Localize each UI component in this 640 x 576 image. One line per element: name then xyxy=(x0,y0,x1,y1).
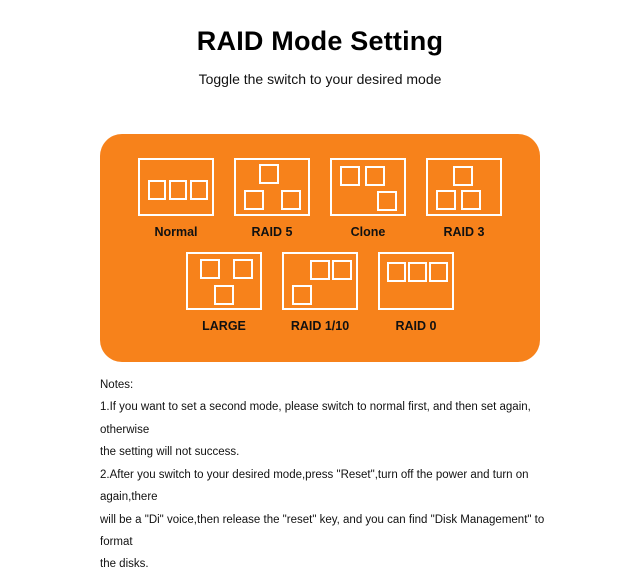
mode-row-top xyxy=(100,158,540,239)
notes-line: the disks. xyxy=(100,558,149,571)
disk-block xyxy=(214,285,234,305)
raid3-mode-icon xyxy=(426,158,502,216)
notes-heading: Notes: xyxy=(100,379,134,391)
disk-block xyxy=(148,180,166,200)
disk-block xyxy=(190,180,208,200)
disk-block xyxy=(332,260,352,280)
mode-option[interactable] xyxy=(224,158,320,239)
mode-option[interactable] xyxy=(416,158,512,239)
disk-block xyxy=(461,190,481,210)
raid-mode-setting-page xyxy=(0,26,640,571)
mode-label: RAID 0 xyxy=(395,319,437,333)
large-mode-icon xyxy=(186,252,262,310)
raid5-mode-icon xyxy=(234,158,310,216)
notes-line: the setting will not success. xyxy=(100,446,240,459)
disk-block xyxy=(259,164,279,184)
notes-line: 2.After you switch to your desired mode,press "Reset",turn off the power and turn on again,there xyxy=(100,468,529,504)
mode-label: RAID 1/10 xyxy=(290,319,350,333)
disk-block xyxy=(453,166,473,186)
page-subtitle: Toggle the switch to your desired mode xyxy=(198,71,442,87)
mode-option[interactable] xyxy=(368,252,464,333)
disk-block xyxy=(233,259,253,279)
mode-label: Clone xyxy=(350,225,386,239)
mode-option[interactable] xyxy=(320,158,416,239)
notes-line: 1.If you want to set a second mode, please switch to normal first, and then set again, otherwise xyxy=(100,401,531,436)
disk-block xyxy=(310,260,330,280)
page-title: RAID Mode Setting xyxy=(196,26,444,56)
disk-block xyxy=(377,191,397,211)
disk-block xyxy=(281,190,301,210)
notes-block xyxy=(100,374,552,576)
mode-label: LARGE xyxy=(202,319,246,333)
mode-option[interactable] xyxy=(272,252,368,333)
mode-option[interactable] xyxy=(176,252,272,333)
disk-block xyxy=(436,190,456,210)
disk-block xyxy=(200,259,220,279)
mode-row-bottom xyxy=(100,252,540,333)
disk-block xyxy=(292,285,312,305)
clone-mode-icon xyxy=(330,158,406,216)
mode-panel xyxy=(100,134,540,362)
disk-block xyxy=(244,190,264,210)
mode-label: RAID 3 xyxy=(443,225,485,239)
disk-block xyxy=(169,180,187,200)
normal-mode-icon xyxy=(138,158,214,216)
disk-block xyxy=(340,166,360,186)
disk-block xyxy=(365,166,385,186)
mode-label: RAID 5 xyxy=(251,225,293,239)
mode-label: Normal xyxy=(154,225,198,239)
disk-block xyxy=(408,262,427,282)
disk-block xyxy=(387,262,406,282)
raid0-mode-icon xyxy=(378,252,454,310)
notes-line: will be a "Di" voice,then release the "reset" key, and you can find "Disk Management" to format xyxy=(100,513,545,548)
disk-block xyxy=(429,262,448,282)
raid1-10-mode-icon xyxy=(282,252,358,310)
mode-option[interactable] xyxy=(128,158,224,239)
